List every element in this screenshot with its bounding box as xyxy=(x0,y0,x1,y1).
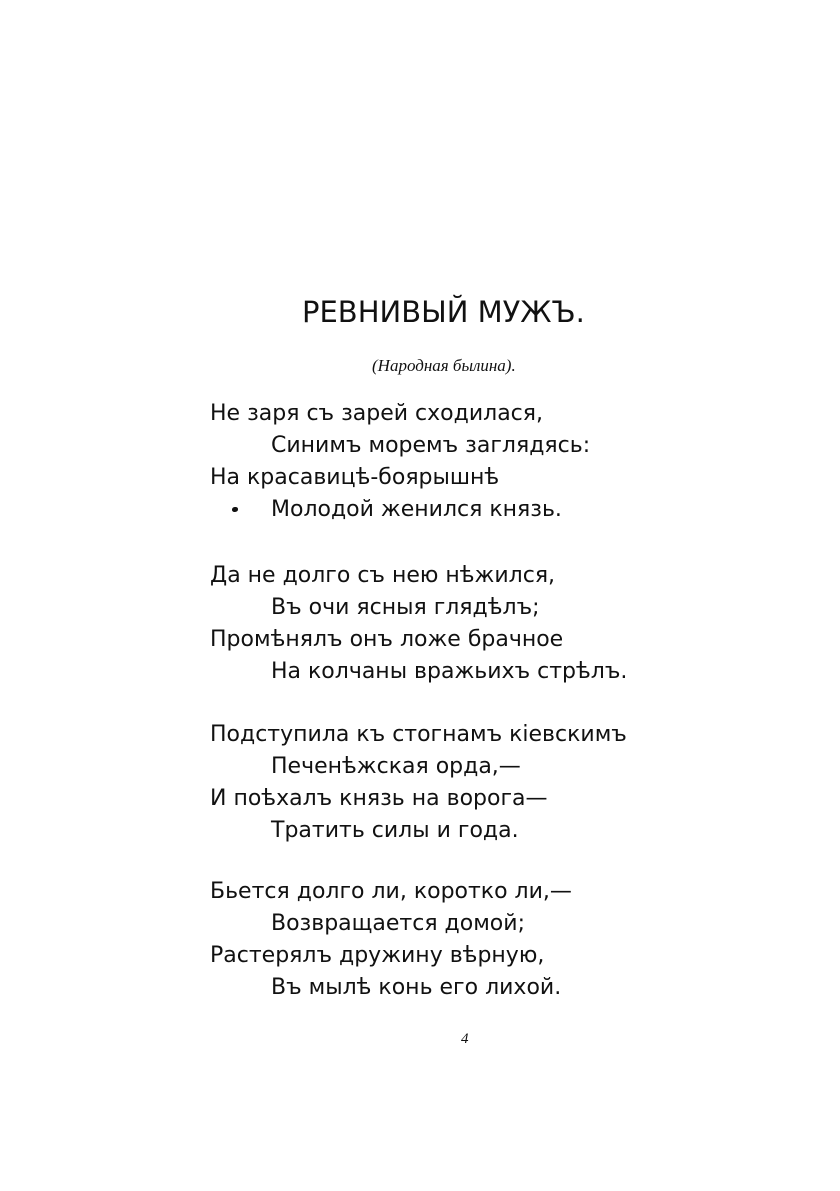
stanza-1 xyxy=(210,398,670,526)
stanza-3 xyxy=(210,719,670,847)
verse-line: Бьется долго ли, коротко ли,— xyxy=(210,879,572,904)
stanza-2 xyxy=(210,560,670,688)
page-number: 4 xyxy=(461,1031,469,1047)
poem-subtitle: (Народная былина). xyxy=(372,356,516,375)
verse-line: Синимъ моремъ заглядясь: xyxy=(271,433,591,458)
verse-line: Печенѣжская орда,— xyxy=(271,754,521,779)
verse-line: Подступила къ стогнамъ кіевскимъ xyxy=(210,722,627,747)
poem-title: РЕВНИВЫЙ МУЖЪ. xyxy=(302,295,585,329)
stanza-4 xyxy=(210,876,670,1004)
verse-line: Да не долго съ нею нѣжился, xyxy=(210,563,556,588)
verse-line: Растерялъ дружину вѣрную, xyxy=(210,943,545,968)
verse-line: Не заря съ зарей сходилася, xyxy=(210,401,543,426)
verse-line: На красавицѣ-боярышнѣ xyxy=(210,465,500,490)
verse-line: Промѣнялъ онъ ложе брачное xyxy=(210,627,564,652)
verse-line: На колчаны вражьихъ стрѣлъ. xyxy=(271,659,628,684)
verse-line: Молодой женился князь. xyxy=(271,497,562,522)
verse-line: Возвращается домой; xyxy=(271,911,525,936)
verse-line: Тратить силы и года. xyxy=(271,818,519,843)
verse-line: Въ очи ясныя глядѣлъ; xyxy=(271,595,540,620)
verse-line: И поѣхалъ князь на ворога— xyxy=(210,786,548,811)
verse-line: Въ мылѣ конь его лихой. xyxy=(271,975,562,1000)
ink-speck xyxy=(232,507,238,512)
